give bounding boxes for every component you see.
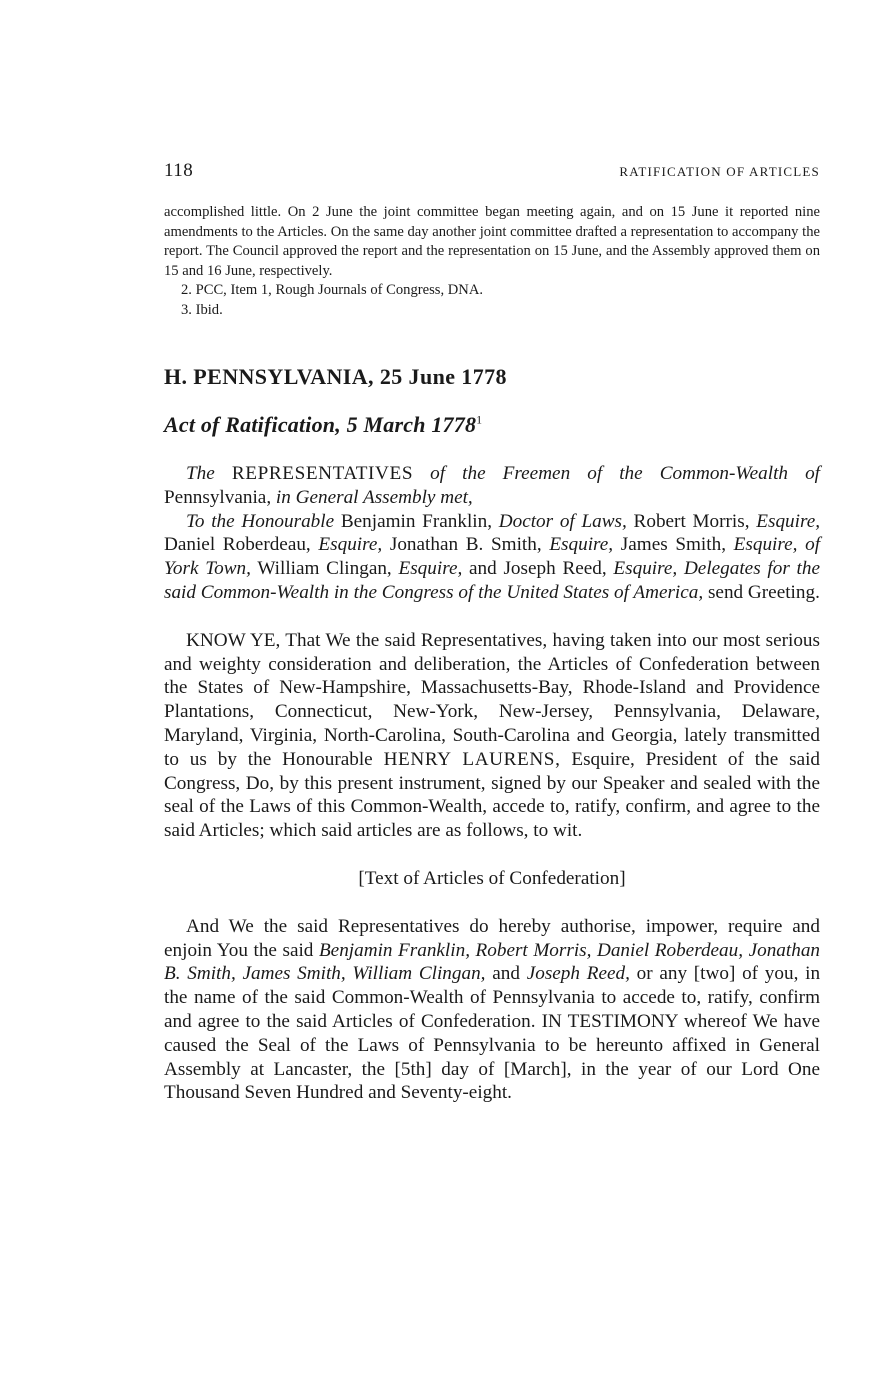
address-text: James Smith, bbox=[620, 534, 726, 556]
address-text: and Joseph Reed, bbox=[469, 558, 607, 580]
address-text: Esquire, bbox=[549, 534, 614, 556]
address-text: To the Honourable bbox=[186, 510, 335, 532]
address-text: Esquire, of York Town, bbox=[164, 534, 821, 580]
address-text: William Clingan, bbox=[257, 558, 392, 580]
address-text: of the Freemen of the Common-Wealth of bbox=[430, 463, 821, 484]
address-text: Esquire, Delegates for the said Common-Wealth in the Congress of the United States of America, bbox=[164, 558, 820, 603]
paragraph-text: and bbox=[492, 963, 520, 985]
address-text: The bbox=[186, 463, 215, 484]
address-text: Robert Morris, bbox=[633, 510, 750, 532]
address-text: Jonathan B. Smith, bbox=[389, 534, 542, 556]
address-text: Esquire, bbox=[398, 558, 463, 580]
running-title: RATIFICATION OF ARTICLES bbox=[619, 164, 820, 179]
page-number: 118 bbox=[164, 160, 194, 181]
address-text: REPRESENTATIVES bbox=[231, 463, 414, 484]
address-delegates bbox=[164, 510, 820, 605]
address-text: in General Assembly met, bbox=[275, 486, 473, 508]
address-text: Pennsylvania, bbox=[164, 486, 272, 508]
paragraph-text: or any [two] of you, in the name of the said Common-Wealth of Pennsylvania to accede to, ratify, confirm and agree to the said Articles of Confederation. IN TESTIMONY whereof We have caused the Seal of the Laws of Pennsylvania to be hereunto affixed in General Assembly at Lancaster, the [5th] day of [March], in the year of our Lord One Thousand Seven Hundred and Seventy-eight. bbox=[164, 963, 821, 1104]
footnote-3: 3. Ibid. bbox=[181, 301, 223, 318]
address-text: Esquire, bbox=[318, 534, 383, 556]
address-text: Daniel Roberdeau, bbox=[164, 534, 311, 556]
paragraph-text: Joseph Reed, bbox=[526, 963, 630, 985]
paragraph-text: HENRY LAURENS, bbox=[383, 748, 561, 770]
footnote-mark: 1 bbox=[476, 412, 483, 427]
address-text: Esquire, bbox=[756, 510, 821, 532]
footnotes-block bbox=[164, 203, 820, 321]
document-body bbox=[164, 462, 820, 1105]
address-text: send Greeting. bbox=[707, 581, 820, 603]
document-heading bbox=[164, 412, 482, 438]
footnote-continuation: accomplished little. On 2 June the joint committee began meeting again, and on 15 June it reported nine amendments to the Articles. On the same day another joint committee drafted a representation to accompany the report. The Council approved the report and the representation on 15 June, and the Assembly approved them on 15 and 16 June, respectively. bbox=[164, 204, 820, 279]
paragraph-text: And We the said Representatives do hereby authorise, impower, require and enjoin You the said bbox=[164, 915, 820, 961]
authorise-paragraph bbox=[164, 915, 820, 1105]
address-text: Doctor of Laws, bbox=[498, 510, 627, 532]
section-heading: H. PENNSYLVANIA, 25 June 1778 bbox=[164, 364, 507, 389]
address-text: Benjamin Franklin, bbox=[340, 510, 493, 532]
running-head bbox=[164, 160, 820, 182]
know-ye-paragraph bbox=[164, 629, 820, 843]
document-title: Act of Ratification, 5 March 1778 bbox=[164, 412, 477, 437]
address-salutation bbox=[164, 462, 820, 510]
paragraph-text: KNOW YE, That We the said Representatives, having taken into our most serious and weighty consideration and deliberation, the Articles of Confederation between the States of New-Hampshire, Massachusetts-Bay, Rhode-Island and Providence Plantations, Connecticut, New-York, New-Jersey, Pennsylvania, Delaware, Maryland, Virginia, North-Carolina, South-Carolina and Georgia, lately transmitted to us by the Honourable bbox=[164, 629, 820, 770]
paragraph-text: Esquire, President of the said Congress, Do, by this present instrument, signed by our Speaker and sealed with the seal of the Laws of this Common-Wealth, accede to, ratify, confirm, and agree to the said Articles; which said articles are as follows, to wit. bbox=[164, 748, 821, 842]
footnote-2: 2. PCC, Item 1, Rough Journals of Congress, DNA. bbox=[181, 282, 484, 299]
paragraph-text: Benjamin Franklin, Robert Morris, Daniel Roberdeau, Jonathan B. Smith, James Smith, William Clingan, bbox=[164, 939, 821, 985]
bracketed-editorial-note: [Text of Articles of Confederation] bbox=[358, 867, 626, 889]
